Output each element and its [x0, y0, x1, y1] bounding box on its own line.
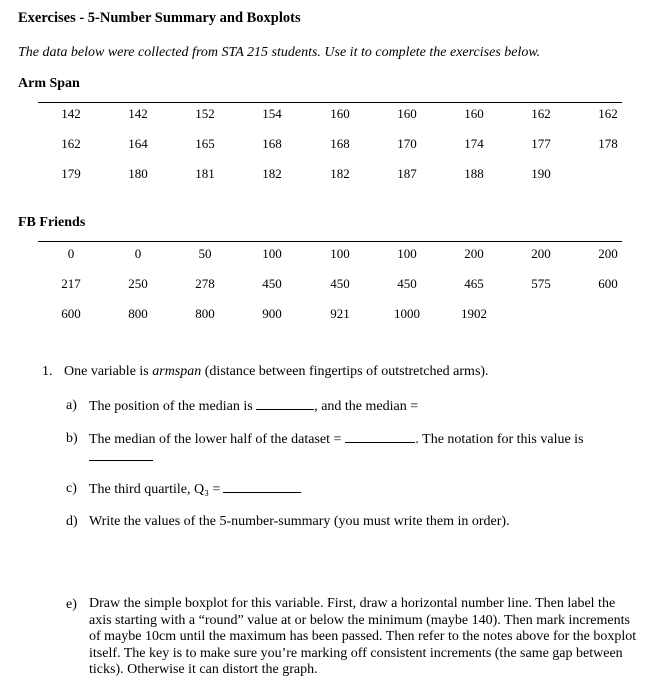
fb-friends-cell: 450: [397, 276, 417, 291]
fb-friends-cell: 0: [134, 246, 142, 261]
fb-friends-cell: 100: [262, 246, 282, 261]
question-1-text: One variable is armspan (distance between fingertips of outstretched arms).: [64, 364, 489, 379]
arm-span-cell: 177: [531, 136, 551, 151]
part-b-label: b): [66, 431, 78, 446]
median-position-blank[interactable]: [256, 397, 314, 410]
arm-span-heading: Arm Span: [18, 76, 80, 91]
arm-span-cell: 182: [330, 166, 350, 181]
fb-friends-cell: 900: [262, 306, 282, 321]
part-e-text: Draw the simple boxplot for this variable. First, draw a horizontal number line. Then label the axis starting with a “round” value at or below the minimum (maybe 140). Then mark increments of maybe 10cm until the maximum has been passed. Then refer to the notes above for the boxplot itself. The key is to make sure you’re marking off consistent increments (the same gap between ticks). Otherwise it can distort the graph.: [89, 596, 637, 677]
arm-span-cell: 165: [195, 136, 215, 151]
arm-span-cell: 168: [262, 136, 282, 151]
part-a-label: a): [66, 398, 77, 413]
fb-friends-cell: 0: [67, 246, 75, 261]
fb-friends-cell: 200: [598, 246, 618, 261]
fb-friends-cell: 1902: [461, 306, 487, 321]
arm-span-cell: 182: [262, 166, 282, 181]
fb-friends-cell: 100: [397, 246, 417, 261]
fb-friends-cell: 600: [598, 276, 618, 291]
part-a-text: The position of the median is , and the median =: [89, 399, 419, 414]
q3-blank[interactable]: [223, 480, 301, 493]
arm-span-cell: 142: [128, 106, 148, 121]
part-d-text: Write the values of the 5-number-summary (you must write them in order).: [89, 514, 510, 529]
fb-friends-cell: 200: [464, 246, 484, 261]
fb-friends-cell: 800: [128, 306, 148, 321]
part-c-label: c): [66, 481, 77, 496]
arm-span-cell: 142: [61, 106, 81, 121]
part-d-label: d): [66, 514, 78, 529]
fb-friends-cell: 921: [330, 306, 350, 321]
arm-span-cell: 190: [531, 166, 551, 181]
arm-span-cell: 152: [195, 106, 215, 121]
arm-span-cell: 160: [330, 106, 350, 121]
arm-span-cell: 170: [397, 136, 417, 151]
arm-span-cell: 168: [330, 136, 350, 151]
fb-friends-cell: 50: [198, 246, 212, 261]
arm-span-cell: 187: [397, 166, 417, 181]
fb-friends-heading: FB Friends: [18, 215, 86, 230]
fb-friends-cell: 450: [330, 276, 350, 291]
arm-span-cell: 162: [531, 106, 551, 121]
fb-friends-cell: 278: [195, 276, 215, 291]
arm-span-cell: 160: [397, 106, 417, 121]
fb-friends-cell: 600: [61, 306, 81, 321]
arm-span-cell: 174: [464, 136, 484, 151]
fb-friends-table-rule: [38, 241, 622, 242]
fb-friends-cell: 800: [195, 306, 215, 321]
part-e-label: e): [66, 597, 77, 612]
armspan-term: armspan: [152, 364, 202, 379]
part-c-text: The third quartile, Q₃ =: [89, 480, 301, 498]
fb-friends-cell: 100: [330, 246, 350, 261]
arm-span-cell: 178: [598, 136, 618, 151]
fb-friends-cell: 250: [128, 276, 148, 291]
arm-span-cell: 181: [195, 166, 215, 181]
arm-span-cell: 154: [262, 106, 282, 121]
arm-span-cell: 164: [128, 136, 148, 151]
fb-friends-cell: 1000: [394, 306, 420, 321]
lower-median-blank[interactable]: [345, 430, 415, 443]
part-b-text: The median of the lower half of the dataset = . The notation for this value is: [89, 432, 584, 447]
question-1-number: 1.: [42, 364, 53, 379]
intro-text: The data below were collected from STA 215 students. Use it to complete the exercises below.: [18, 45, 541, 60]
notation-blank[interactable]: [89, 448, 153, 461]
arm-span-cell: 162: [61, 136, 81, 151]
fb-friends-cell: 575: [531, 276, 551, 291]
arm-span-cell: 180: [128, 166, 148, 181]
arm-span-cell: 160: [464, 106, 484, 121]
fb-friends-cell: 450: [262, 276, 282, 291]
fb-friends-cell: 465: [464, 276, 484, 291]
arm-span-cell: 179: [61, 166, 81, 181]
arm-span-cell: 162: [598, 106, 618, 121]
fb-friends-cell: 200: [531, 246, 551, 261]
arm-span-cell: 188: [464, 166, 484, 181]
fb-friends-cell: 217: [61, 276, 81, 291]
page-title: Exercises - 5-Number Summary and Boxplots: [18, 10, 301, 26]
arm-span-table-rule: [38, 102, 622, 103]
